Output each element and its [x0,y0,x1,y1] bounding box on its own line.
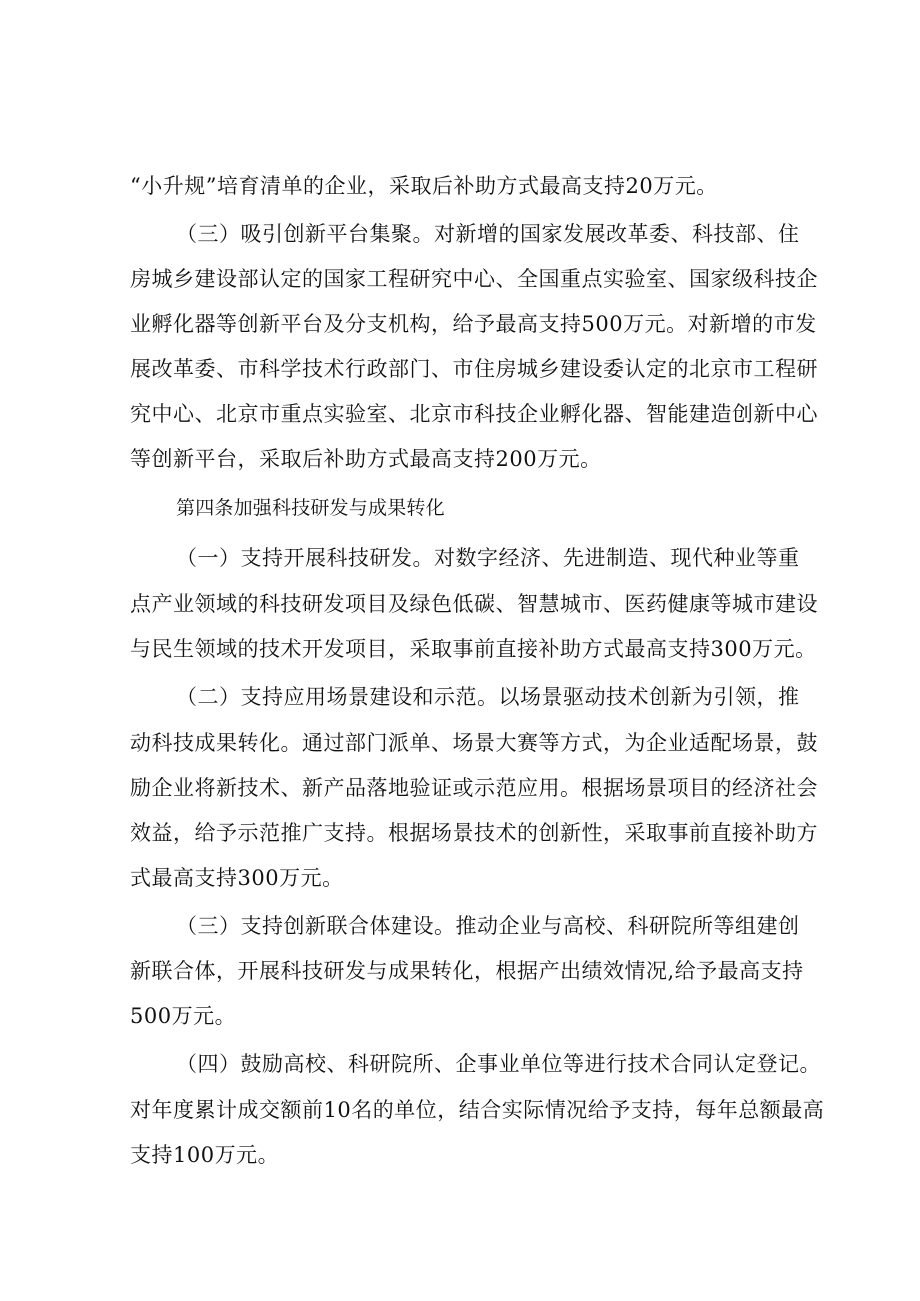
body-line: 500万元。 [130,1004,237,1028]
body-line: 究中心、北京市重点实验室、北京市科技企业孵化器、智能建造创新中心 [130,402,818,426]
paragraph-start-line: （四）鼓励高校、科研院所、企事业单位等进行技术合同认定登记。 [176,1052,821,1076]
body-line: 业孵化器等创新平台及分支机构，给予最高支持500万元。对新增的市发 [130,312,817,336]
body-line: 等创新平台，采取后补助方式最高支持200万元。 [130,447,602,471]
body-line: 新联合体，开展科技研发与成果转化，根据产出绩效情况,给予最高支持 [130,959,804,983]
paragraph-start-line: （二）支持应用场景建设和示范。以场景驱动技术创新为引领，推 [176,685,800,709]
paragraph-start-line: （一）支持开展科技研发。对数字经济、先进制造、现代种业等重 [176,546,800,570]
body-line: 房城乡建设部认定的国家工程研究中心、全国重点实验室、国家级科技企 [130,267,818,291]
body-line: 励企业将新技术、新产品落地验证或示范应用。根据场景项目的经济社会 [130,776,818,800]
body-line: 展改革委、市科学技术行政部门、市住房城乡建设委认定的北京市工程研 [130,357,818,381]
body-line: 对年度累计成交额前10名的单位，结合实际情况给予支持，每年总额最高 [130,1098,825,1122]
body-line: 效益，给予示范推广支持。根据场景技术的创新性，采取事前直接补助方 [130,821,818,845]
paragraph-start-line: （三）吸引创新平台集聚。对新增的国家发展改革委、科技部、住 [176,222,800,246]
body-line: 式最高支持300万元。 [130,866,344,890]
body-line: 动科技成果转化。通过部门派单、场景大赛等方式，为企业适配场景，鼓 [130,731,818,755]
body-line: 点产业领域的科技研发项目及绿色低碳、智慧城市、医药健康等城市建设 [130,592,818,616]
body-line: 与民生领域的技术开发项目，采取事前直接补助方式最高支持300万元。 [130,637,817,661]
paragraph-start-line: （三）支持创新联合体建设。推动企业与高校、科研院所等组建创 [176,914,800,938]
body-line: “小升规”培育清单的企业，采取后补助方式最高支持20万元。 [130,174,718,198]
article-heading: 第四条加强科技研发与成果转化 [176,497,445,519]
body-line: 支持100万元。 [130,1143,280,1167]
